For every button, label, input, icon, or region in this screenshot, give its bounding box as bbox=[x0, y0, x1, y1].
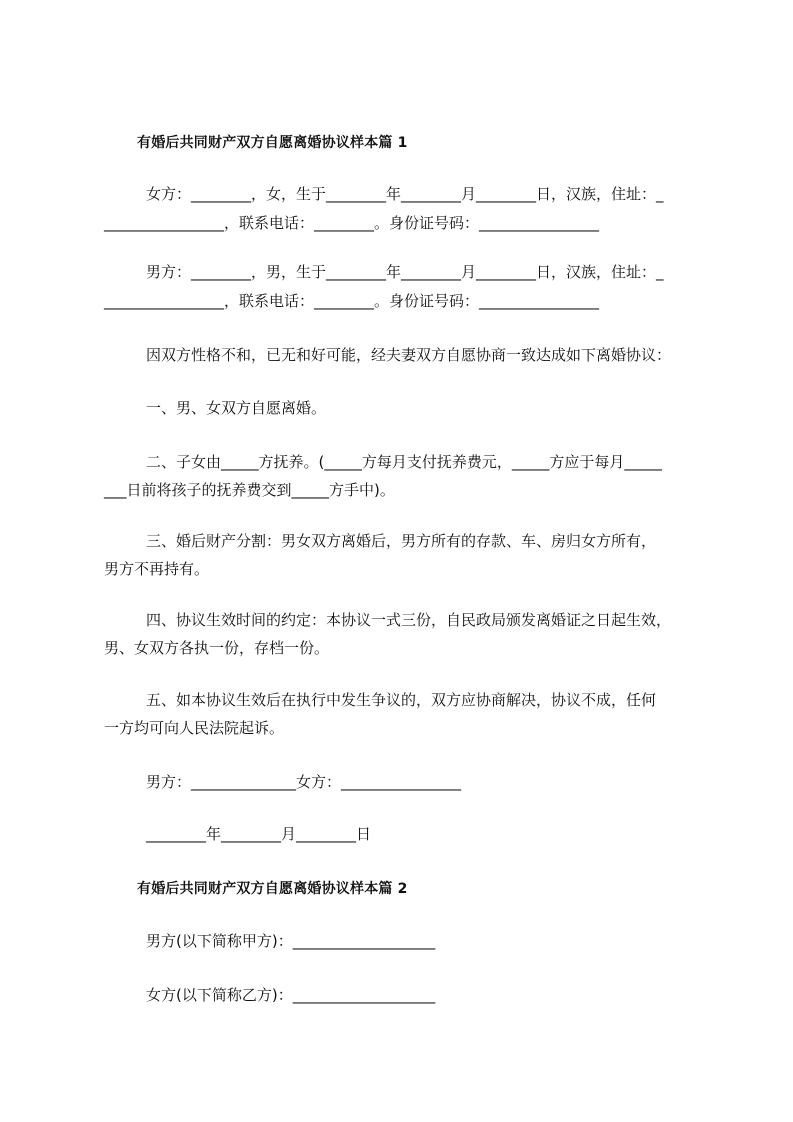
female-party-line-1: 女方：________，女，生于________年________月________日，汉族，住址：_ bbox=[146, 185, 664, 203]
intro-paragraph: 因双方性格不和，已无和好可能，经夫妻双方自愿协商一致达成如下离婚协议： bbox=[146, 346, 672, 364]
clause-2-line-1: 二、子女由_____方抚养。(_____方每月支付抚养费元，_____方应于每月_____ bbox=[146, 453, 662, 471]
clause-5-line-1: 五、如本协议生效后在执行中发生争议的，双方应协商解决，协议不成，任何 bbox=[146, 691, 657, 709]
date-line: ________年________月________日 bbox=[146, 825, 372, 843]
clause-2-line-2: ___日前将孩子的抚养费交到_____方手中)。 bbox=[104, 481, 395, 499]
female-party-line-2: ________________，联系电话：________。身份证号码：________________ bbox=[104, 214, 600, 232]
clause-3-line-1: 三、婚后财产分割：男女双方离婚后，男方所有的存款、车、房归女方所有， bbox=[146, 532, 657, 550]
clause-1: 一、男、女双方自愿离婚。 bbox=[146, 399, 327, 417]
section-2-title: 有婚后共同财产双方自愿离婚协议样本篇 2 bbox=[137, 881, 408, 897]
section-1-title: 有婚后共同财产双方自愿离婚协议样本篇 1 bbox=[137, 135, 408, 151]
clause-4-line-2: 男、女双方各执一份，存档一份。 bbox=[104, 639, 330, 657]
party-a-line: 男方(以下简称甲方)：___________________ bbox=[146, 932, 436, 950]
clause-4-line-1: 四、协议生效时间的约定：本协议一式三份，自民政局颁发离婚证之日起生效， bbox=[146, 611, 672, 629]
clause-3-line-2: 男方不再持有。 bbox=[104, 560, 210, 578]
male-party-line-2: ________________，联系电话：________。身份证号码：________________ bbox=[104, 292, 600, 310]
party-b-line: 女方(以下简称乙方)：___________________ bbox=[146, 986, 436, 1004]
signature-line: 男方：______________女方：________________ bbox=[146, 773, 462, 791]
clause-5-line-2: 一方均可向人民法院起诉。 bbox=[104, 719, 285, 737]
male-party-line-1: 男方：________，男，生于________年________月________日，汉族，住址：_ bbox=[146, 263, 664, 281]
